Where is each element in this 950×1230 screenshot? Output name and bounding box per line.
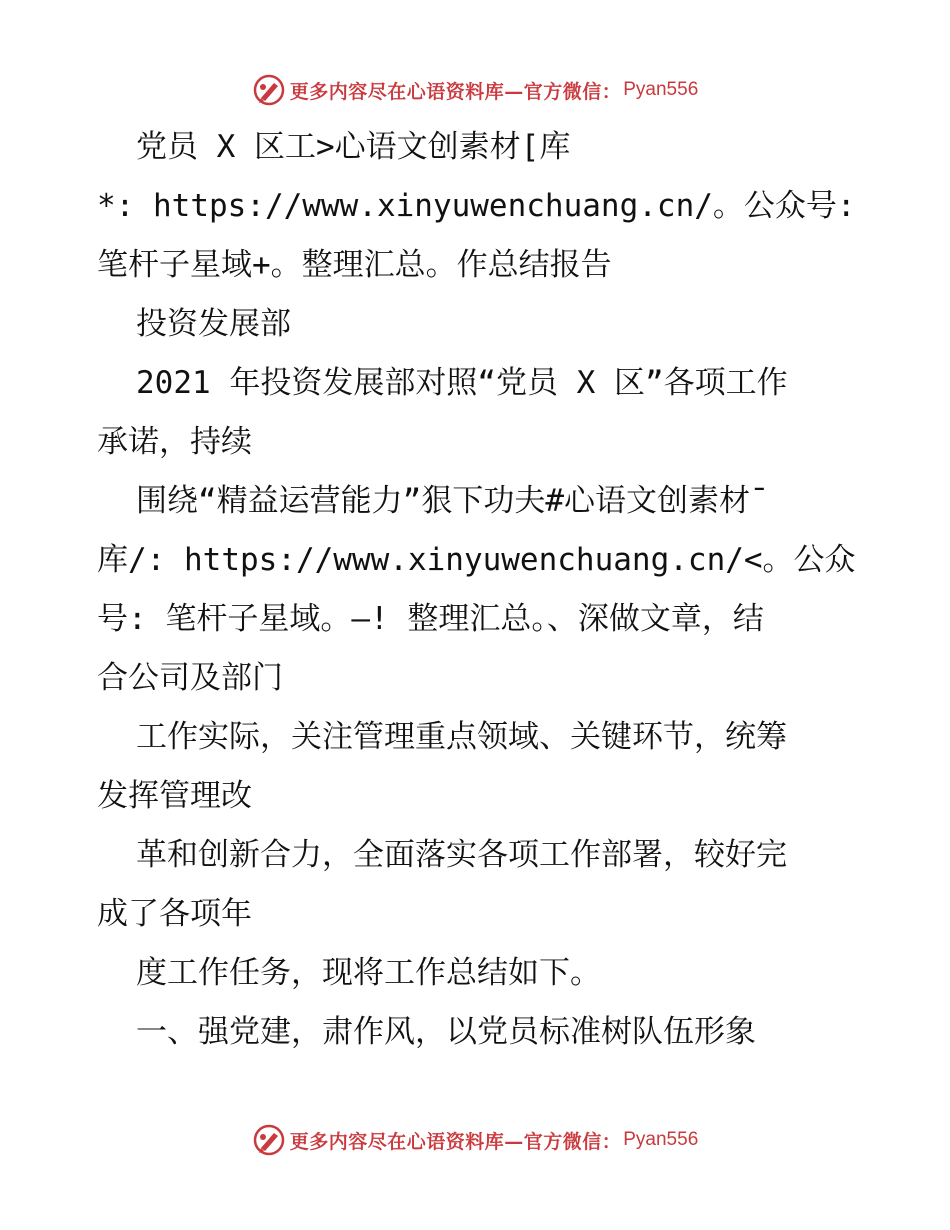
doc-line: 革和创新合力，全面落实各项工作部署，较好完 bbox=[136, 837, 787, 873]
doc-line: 号: 笔杆子星域。—! 整理汇总。、深做文章，结 bbox=[97, 601, 764, 637]
doc-line: *: https://www.xinyuwenchuang.cn/。公众号: bbox=[97, 188, 856, 224]
banner-text: 更多内容尽在心语资料库—官方微信： bbox=[289, 80, 622, 103]
doc-line: 库/: https://www.xinyuwenchuang.cn/<。公众 bbox=[97, 542, 856, 578]
banner-wechat-id: Pyan556 bbox=[623, 79, 699, 100]
doc-line: 度工作任务，现将工作总结如下。 bbox=[136, 955, 601, 991]
doc-line: 2021 年投资发展部对照“党员 X 区”各项工作 bbox=[136, 365, 788, 401]
pen-seal-logo-icon bbox=[252, 73, 286, 107]
banner-text: 更多内容尽在心语资料库—官方微信： bbox=[289, 1130, 622, 1153]
doc-line: 成了各项年 bbox=[97, 896, 252, 932]
footer-watermark-banner bbox=[0, 1120, 950, 1160]
doc-line: 合公司及部门 bbox=[97, 660, 283, 696]
doc-line: 投资发展部 bbox=[136, 306, 291, 342]
doc-line: 围绕“精益运营能力”狠下功夫#心语文创素材¯ bbox=[136, 483, 769, 519]
doc-line: 工作实际，关注管理重点领域、关键环节，统筹 bbox=[136, 719, 787, 755]
pen-seal-logo-icon bbox=[252, 1123, 286, 1157]
banner-wechat-id: Pyan556 bbox=[623, 1129, 699, 1150]
doc-line: 承诺，持续 bbox=[97, 424, 252, 460]
doc-line: 一、强党建，肃作风，以党员标准树队伍形象 bbox=[136, 1014, 756, 1050]
doc-line: 笔杆子星域+。整理汇总。作总结报告 bbox=[97, 247, 612, 283]
doc-line: 党员 X 区工>心语文创素材[库 bbox=[136, 129, 571, 165]
document-body bbox=[97, 118, 857, 1062]
doc-line: 发挥管理改 bbox=[97, 778, 252, 814]
header-watermark-banner bbox=[0, 70, 950, 110]
